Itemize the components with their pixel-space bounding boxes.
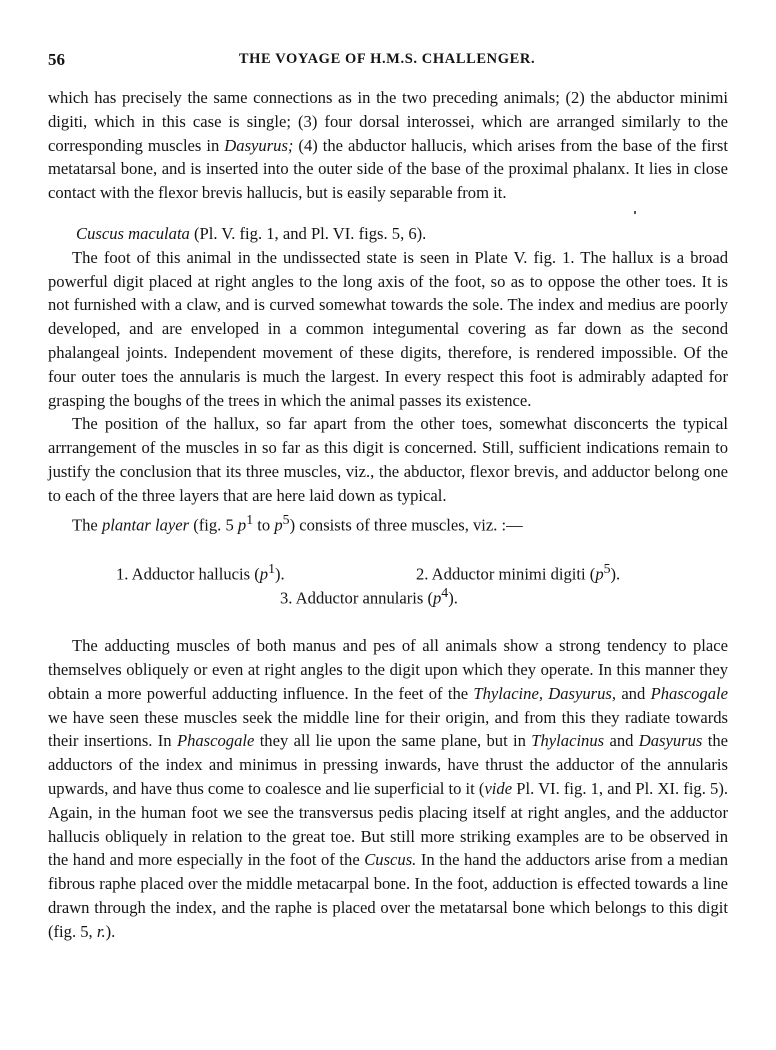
list-item: 3. Adductor annularis $(p^4)$.	[280, 584, 458, 608]
paragraph-5: The adducting muscles of both manus and pes of all animals show a strong tendency to place themselves obliquely or even at right angles to the digit upon which they operate. In this manner they obtain a more powerful adducting influence. In the feet of the Thylacine, Dasyurus, and Phascogale we have seen these muscles seek the middle line for their origin, and from this they radiate towards their insertions. In Phascogale they all lie upon the same plane, but in Thylacinus and Dasyurus the adductors of the index and minimus in pressing inwards, have thrust the adductor of the annularis upwards, and have thus come to coalesce and lie superficial to it (vide Pl. VI. fig. 1, and Pl. XI. fig. 5). Again, in the human foot we see the transversus pedis placing itself at right angles, and the adductor hallucis obliquely in relation to the great toe. But still more striking examples are to be observed in the hand and more especially in the foot of the Cuscus. In the hand the adductors arise from a median fibrous raphe placed over the middle metacarpal bone. In the foot, adduction is effected towards a line drawn through the index, and the raphe is placed over the metatarsal bone which belongs to this digit (fig. 5, r.).	[48, 636, 729, 941]
list-item: 2. Adductor minimi digiti $(p^5)$.	[416, 560, 621, 584]
body-text	[48, 86, 728, 944]
species-reference: (Pl. V. fig. 1, and Pl. VI. figs. 5, 6).	[189, 223, 427, 243]
muscle-list	[48, 557, 728, 610]
page-header	[48, 50, 726, 72]
page-number: 56	[48, 50, 65, 69]
paragraph-1: which has precisely the same connections as in the two preceding animals; (2) the abductor minimi digiti, which in this case is single; (3) four dorsal interossei, which are arranged similarly to the corresponding muscles in Dasyurus; (4) the abductor hallucis, which arises from the base of the first metatarsal bone, and is inserted into the outer side of the base of the proximal phalanx. It lies in close contact with the flexor brevis hallucis, but is easily separable from it.	[48, 88, 729, 203]
list-item: 1. Adductor hallucis $(p^1)$.	[116, 560, 285, 584]
species-name: Cuscus maculata	[76, 223, 190, 243]
species-heading	[48, 222, 728, 246]
paragraph-4: The plantar layer (fig. 5 $p^1$ to $p^5$) consists of three muscles, viz. :—	[72, 511, 523, 535]
paragraph-3: The position of the hallux, so far apart from the other toes, somewhat disconcerts the typical arrrangement of the muscles in so far as this digit is concerned. Still, sufficient indications remain to justify the conclusion that its three muscles, viz., the abductor, flexor brevis, and adductor belong one to each of the three layers that are here laid down as typical.	[48, 414, 728, 505]
list-row	[48, 557, 728, 584]
running-title: THE VOYAGE OF H.M.S. CHALLENGER.	[238, 51, 536, 67]
paragraph-2: The foot of this animal in the undissected state is seen in Plate V. fig. 1. The hallux is a broad powerful digit placed at right angles to the long axis of the foot, so as to oppose the other toes. It is not furnished with a claw, and is curved somewhat towards the sole. The index and medius are poorly developed, and are enveloped in a common integumental covering as far down as the second phalangeal joints. Independent movement of these digits, therefore, is rendered impossible. Of the four outer toes the annularis is much the largest. In every respect this foot is admirably adapted for grasping the boughs of the trees in which the animal passes its existence.	[48, 247, 728, 410]
